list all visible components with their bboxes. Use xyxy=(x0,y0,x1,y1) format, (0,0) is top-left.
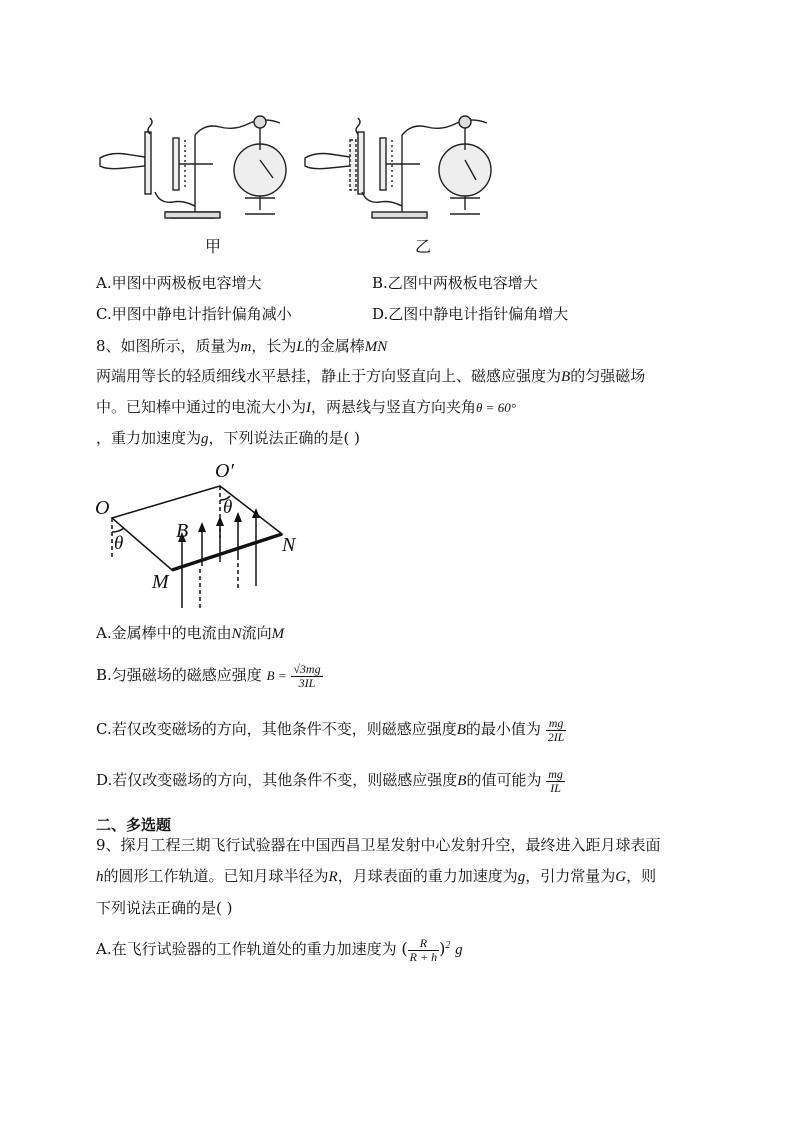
q7-option-b: B.乙图中两极板电容增大 xyxy=(372,274,538,292)
electrometer-dial-left xyxy=(234,144,286,196)
q8-option-b: B.匀强磁场的磁感应强度 B = $\frac{√3mg}{3IL}$ xyxy=(96,661,321,690)
fraction-d: $\frac{mg}{IL}$ xyxy=(548,766,563,795)
q9-stem-line3: 下列说法正确的是( ) xyxy=(96,899,233,917)
fixed-plate-right xyxy=(380,138,386,190)
q9-stem-line2: h的圆形工作轨道。已知月球半径为R，月球表面的重力加速度为g，引力常量为G，则 xyxy=(96,867,657,885)
q8-option-c: C.若仅改变磁场的方向，其他条件不变，则磁感应强度B的最小值为 $\frac{mg}{2IL}$ xyxy=(96,715,565,744)
fixed-plate-left xyxy=(173,138,179,190)
q8-stem-line4: ，重力加速度为g，下列说法正确的是( ) xyxy=(96,429,360,447)
section-heading-multiple-choice: 二、多选题 xyxy=(96,816,172,834)
q7-option-a: A.甲图中两极板电容增大 xyxy=(96,274,262,292)
fraction-q9a: $\frac{R}{R + h}$ xyxy=(409,935,438,964)
figure-label-jia: 甲 xyxy=(205,237,222,256)
q7-option-d: D.乙图中静电计指针偏角增大 xyxy=(372,305,569,323)
fraction-c: $\frac{mg}{2IL}$ xyxy=(547,715,565,744)
q7-option-c: C.甲图中静电计指针偏角减小 xyxy=(96,305,292,323)
electrometer-figure xyxy=(95,110,505,235)
q8-stem-line2: 两端用等长的轻质细线水平悬挂，静止于方向竖直向上、磁感应强度为B的匀强磁场 xyxy=(96,367,646,385)
q9-option-a: A.在飞行试验器的工作轨道处的重力加速度为 ( $\frac{R}{R + h}$ )$^2$ g xyxy=(96,935,463,964)
hand-left xyxy=(100,154,145,169)
label-M: M xyxy=(152,571,169,593)
label-theta-right: θ xyxy=(223,497,233,518)
figure-yi xyxy=(305,116,491,218)
fraction-b: $\frac{√3mg}{3IL}$ xyxy=(293,661,321,690)
metal-rod-MN xyxy=(172,534,282,570)
q8-option-d: D.若仅改变磁场的方向，其他条件不变，则磁感应强度B的值可能为 $\frac{mg}{IL}$ xyxy=(96,766,563,795)
movable-plate-left xyxy=(145,132,151,194)
label-theta-left: θ xyxy=(114,533,124,554)
label-O-prime: O′ xyxy=(215,460,234,482)
magnetic-field-figure xyxy=(92,458,312,616)
figure-label-yi: 乙 xyxy=(415,237,432,256)
label-O: O xyxy=(95,497,110,519)
q9-stem-line1: 9、探月工程三期飞行试验器在中国西昌卫星发射中心发射升空，最终进入距月球表面 xyxy=(96,836,661,854)
label-N: N xyxy=(282,534,296,556)
q8-stem-line3: 中。已知棒中通过的电流大小为I，两悬线与竖直方向夹角θ = 60° xyxy=(96,398,516,416)
q8-stem-line1: 8、如图所示，质量为m，长为L的金属棒MN xyxy=(96,337,388,355)
label-B: B xyxy=(176,520,189,542)
q8-option-a: A.金属棒中的电流由N流向M xyxy=(96,624,285,642)
electrometer-dial-right xyxy=(439,144,491,196)
hand-right xyxy=(305,154,350,169)
movable-plate-right xyxy=(350,140,356,190)
figure-jia xyxy=(100,116,286,218)
